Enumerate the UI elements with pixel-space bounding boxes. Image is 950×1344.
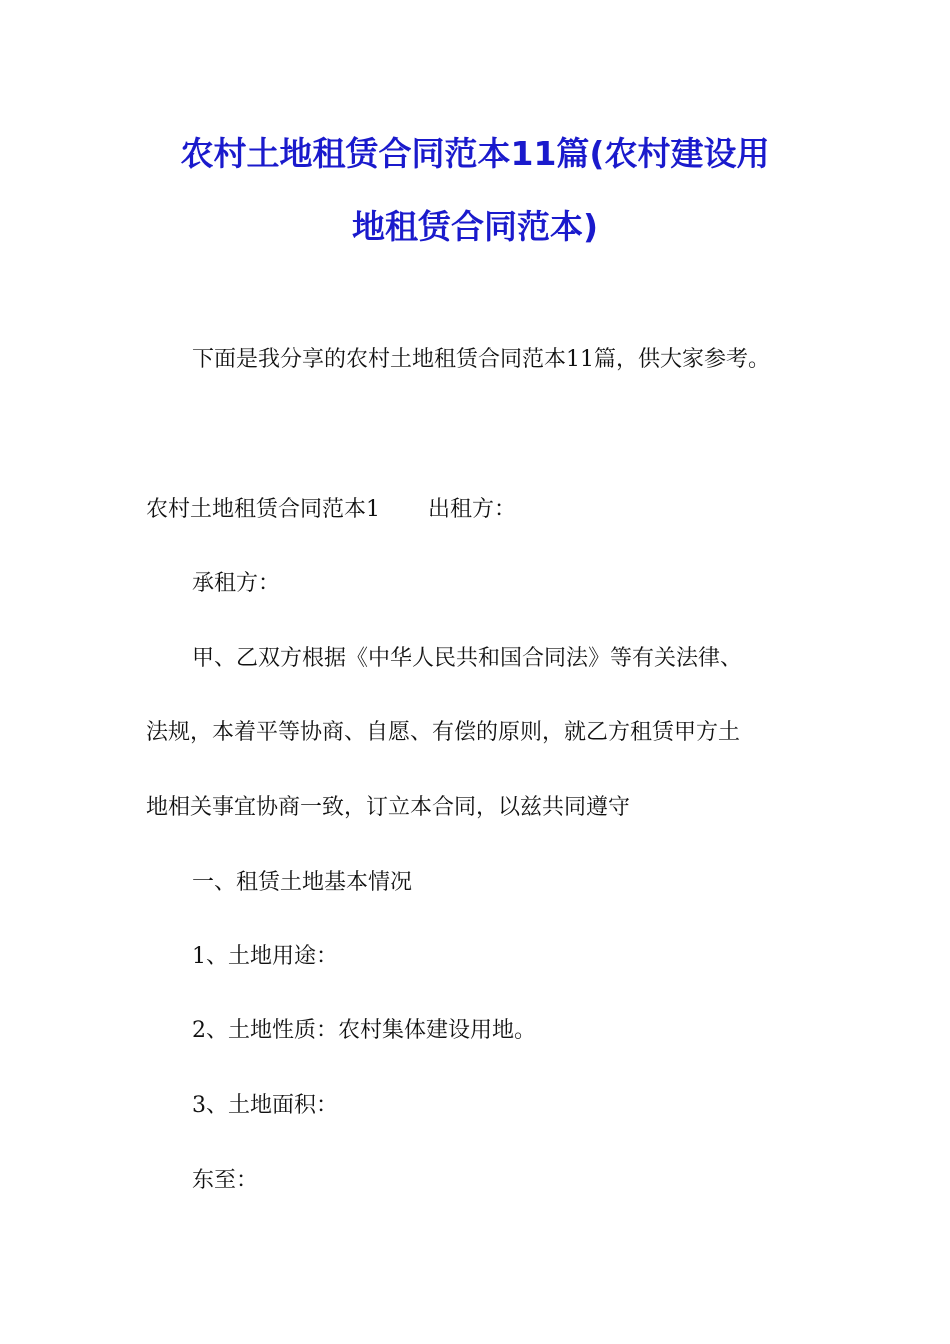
section-heading: 农村土地租赁合同范本1 — [146, 497, 380, 522]
list-item-land-use: 1、土地用途： — [192, 944, 338, 969]
list-item-land-nature: 2、土地性质：农村集体建设用地。 — [192, 1018, 536, 1043]
body-line-1: 甲、乙双方根据《中华人民共和国合同法》等有关法律、 — [192, 646, 743, 671]
body-line-3: 地相关事宜协商一致，订立本合同，以兹共同遵守 — [146, 795, 631, 820]
body-line-2: 法规，本着平等协商、自愿、有偿的原则，就乙方租赁甲方土 — [146, 720, 741, 745]
intro-paragraph: 下面是我分享的农村土地租赁合同范本11篇，供大家参考。 — [192, 347, 770, 372]
east-boundary: 东至： — [192, 1168, 259, 1193]
list-item-land-area: 3、土地面积： — [192, 1093, 338, 1118]
clause-1-heading: 一、租赁土地基本情况 — [192, 870, 413, 895]
lessee-label: 承租方： — [192, 571, 281, 596]
document-title-line-2: 地租赁合同范本) — [351, 207, 599, 246]
document-title-line-1: 农村土地租赁合同范本11篇(农村建设用 — [180, 134, 770, 173]
section-heading-row — [146, 495, 516, 525]
lessor-label: 出租方： — [428, 497, 517, 522]
